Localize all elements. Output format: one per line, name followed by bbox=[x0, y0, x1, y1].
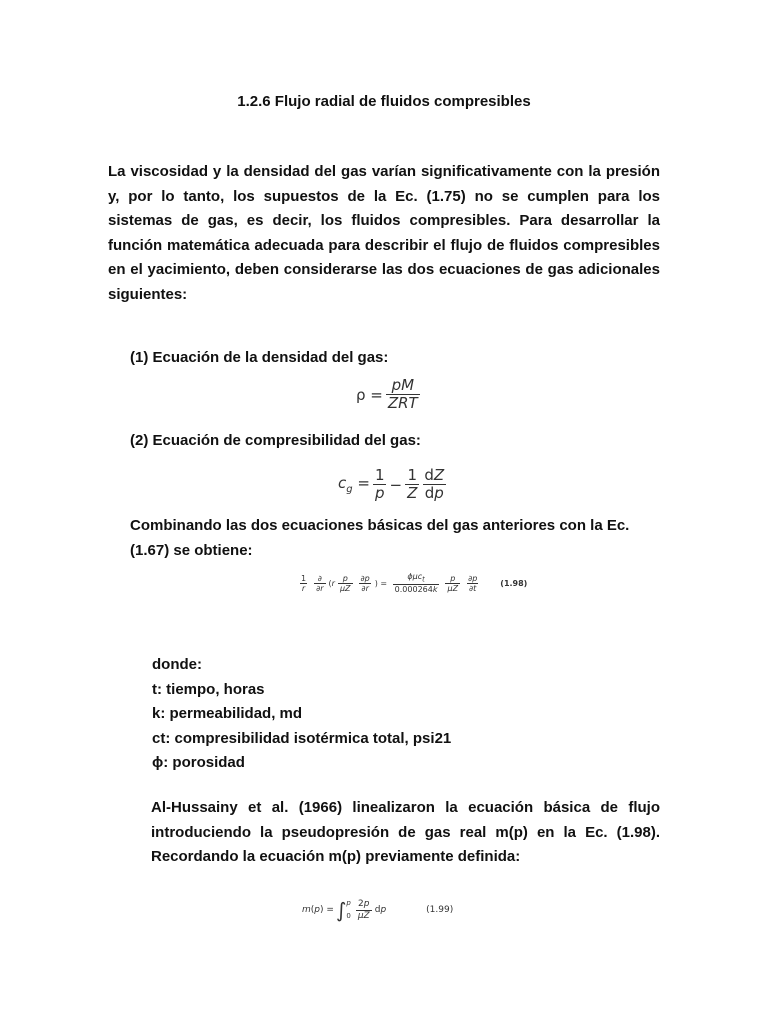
equation-198-label: (1.98) bbox=[500, 578, 528, 588]
rho-symbol: ρ = bbox=[356, 385, 383, 404]
definitions-intro: donde: bbox=[152, 656, 202, 673]
definition-item: k: permeabilidad, md bbox=[152, 705, 303, 722]
intro-paragraph: La viscosidad y la densidad del gas varían significativamente con la presión y, por lo tanto, los supuestos de la Ec. (1.75) no se cumplen para los sistemas de gas, es decir, los fluidos compresibles. Para desarrollar la función matemática adecuada para describir el flujo de fluidos compresibles en el yacimiento, deben considerarse las dos ecuaciones de gas adicionales siguientes: bbox=[108, 163, 660, 303]
section-title: 1.2.6 Flujo radial de fluidos compresibles bbox=[237, 93, 531, 110]
definition-item: ct: compresibilidad isotérmica total, psi21 bbox=[152, 729, 452, 747]
equation-199: m(p) = ∫ p 0 $\frac{2p}{\mu Z}$ dp (1.99) bbox=[302, 898, 454, 923]
definition-item: ϕ: porosidad bbox=[152, 754, 245, 771]
definition-item: t: tiempo, horas bbox=[152, 680, 265, 698]
density-equation-heading: (1) Ecuación de la densidad del gas: bbox=[130, 349, 389, 366]
al-hussainy-paragraph: Al-Hussainy et al. (1966) linealizaron la ecuación básica de flujo introduciendo la pseudopresión de gas real m(p) en la Ec. (1.98). Recordando la ecuación m(p) previamente definida: bbox=[151, 799, 660, 865]
equation-198: $\frac{1}{r}$ $\frac{\partial}{\partial r}$ ( r $\frac{p}{\mu Z}$ $\frac{\partial p}{\partial r}$ ) = $\frac{\phi\mu c_t}{0.000264k}$ $\frac{p}{\mu Z}$ $\frac{\partial p}{\partial t}$ (1.98) bbox=[301, 572, 528, 595]
equation-199-label: (1.99) bbox=[426, 905, 454, 916]
density-fraction: $\frac{pM}{\text{ZRT}}$ bbox=[387, 376, 418, 413]
gas-compressibility-equation: $c_g$ = $\frac{1}{p}$ − $\frac{1}{Z}$ $\frac{dZ}{dp}$ bbox=[338, 466, 445, 503]
definitions-list bbox=[152, 653, 451, 776]
combining-text: Combinando las dos ecuaciones básicas del gas anteriores con la Ec. (1.67) se obtiene: bbox=[130, 517, 630, 559]
compressibility-equation-heading: (2) Ecuación de compresibilidad del gas: bbox=[130, 432, 421, 449]
gas-density-equation bbox=[356, 377, 423, 413]
